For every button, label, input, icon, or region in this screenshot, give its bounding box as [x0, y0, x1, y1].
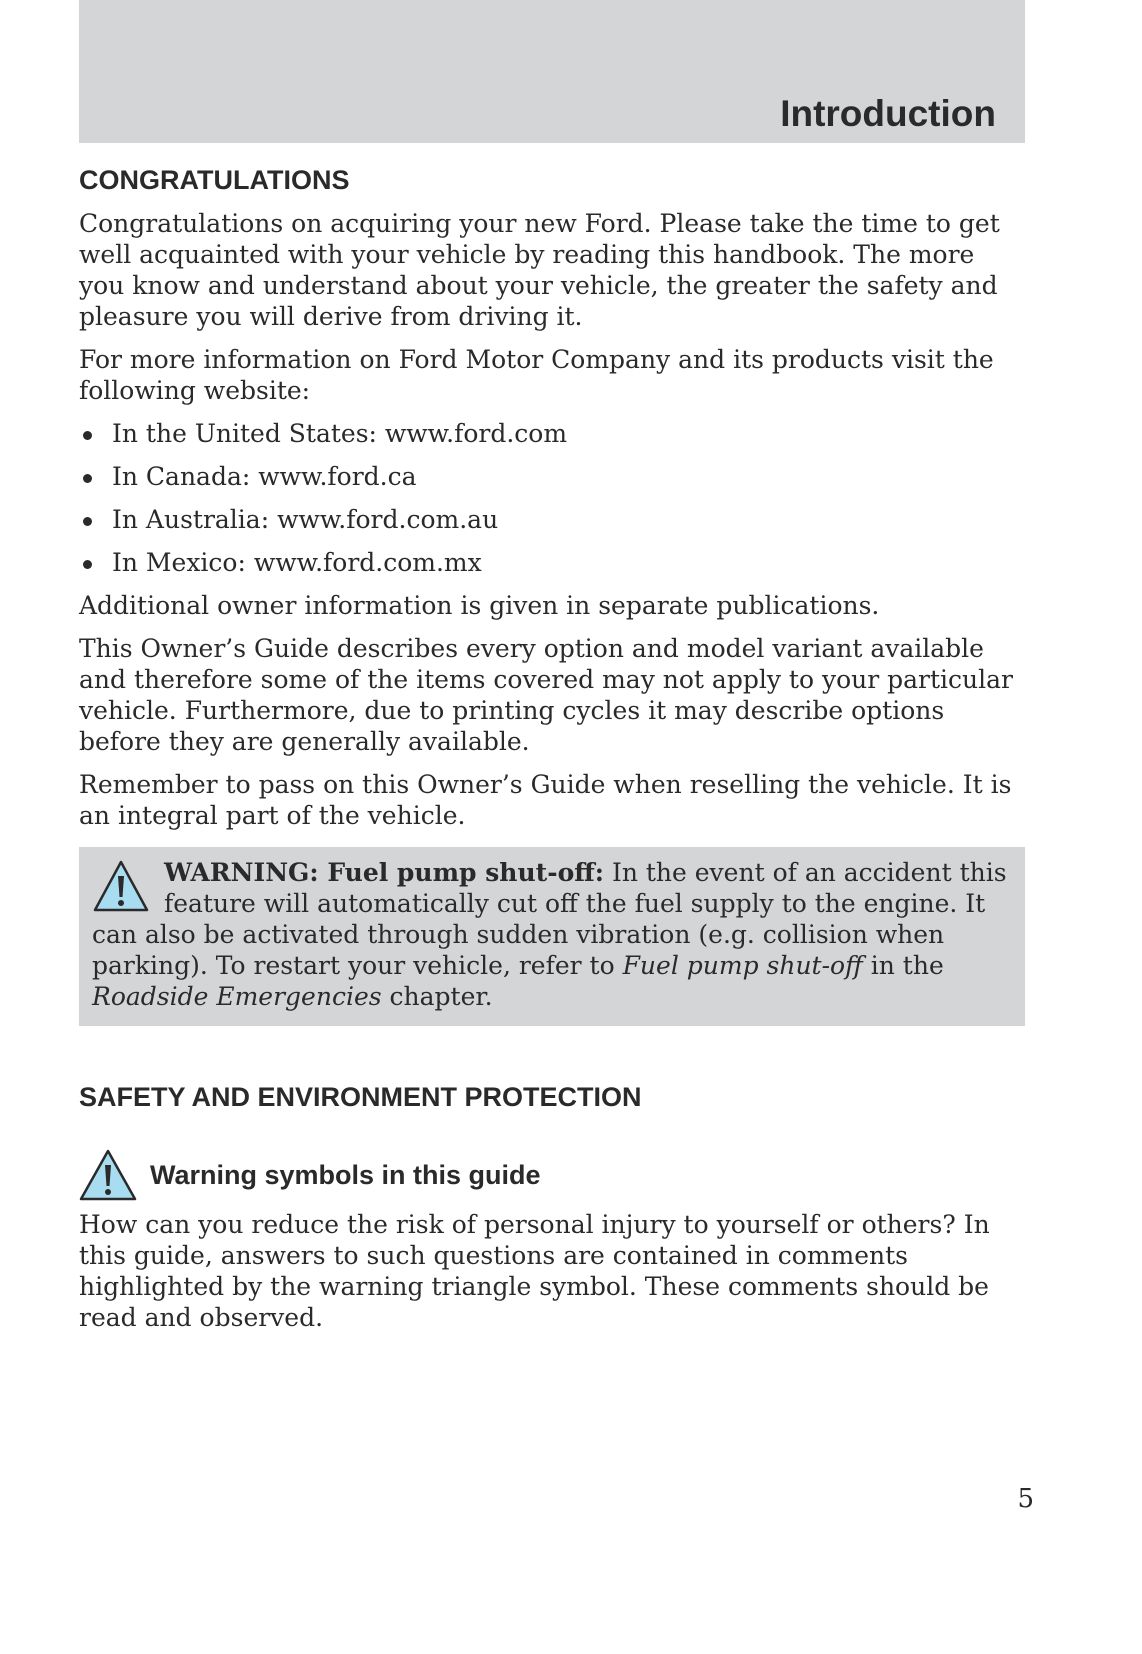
page-title: Introduction	[780, 93, 996, 134]
fuel-pump-reference: Fuel pump shut-off	[622, 951, 863, 980]
warning-triangle-icon	[92, 859, 150, 913]
list-item	[79, 547, 1025, 578]
website-us: In the United States: www.ford.com	[112, 419, 568, 448]
warning-text-part: in the	[862, 951, 944, 980]
intro-paragraph: Congratulations on acquiring your new Ford. Please take the time to get well acquainted with your vehicle by reading this handbook. The more you know and understand about your vehicle, the greater the safety and pleasure you will derive from driving it.	[79, 209, 1000, 331]
warning-triangle-icon	[79, 1149, 137, 1201]
header-band	[79, 0, 1025, 143]
bullet-icon	[83, 431, 92, 440]
bullet-icon	[83, 474, 92, 483]
warning-text-part: chapter.	[381, 982, 493, 1011]
list-item	[79, 504, 1025, 535]
fuel-pump-warning-box	[79, 847, 1025, 1026]
website-australia: In Australia: www.ford.com.au	[112, 505, 499, 534]
bullet-icon	[83, 560, 92, 569]
warning-text-part: In the event of an accident this feature will automatically cut off the fuel supply to the engine. It can also be activated through sudden vibration (e.g. collision when parking). To restart your vehicle, refer to	[92, 858, 1007, 980]
page-content	[79, 165, 1025, 1333]
options-paragraph: This Owner’s Guide describes every option and model variant available and therefore some of the items covered may not apply to your particular vehicle. Furthermore, due to printing cycles it may describe options before they are generally available.	[79, 634, 1013, 756]
warning-symbols-row	[79, 1149, 1025, 1201]
website-mexico: In Mexico: www.ford.com.mx	[112, 548, 482, 577]
resell-paragraph: Remember to pass on this Owner’s Guide when reselling the vehicle. It is an integral part of the vehicle.	[79, 770, 1012, 830]
warning-text	[92, 857, 1011, 1012]
list-item	[79, 461, 1025, 492]
safety-paragraph: How can you reduce the risk of personal injury to yourself or others? In this guide, answers to such questions are contained in comments highlighted by the warning triangle symbol. These comments should be read and observed.	[79, 1210, 990, 1332]
congratulations-heading: CONGRATULATIONS	[79, 165, 350, 195]
website-list	[79, 418, 1025, 578]
publications-paragraph: Additional owner information is given in separate publications.	[79, 591, 880, 620]
website-canada: In Canada: www.ford.ca	[112, 462, 417, 491]
roadside-reference: Roadside Emergencies	[92, 982, 382, 1011]
warning-symbols-subheading: Warning symbols in this guide	[150, 1159, 541, 1190]
bullet-icon	[83, 517, 92, 526]
list-item	[79, 418, 1025, 449]
warning-label: WARNING: Fuel pump shut-off:	[164, 858, 604, 887]
website-intro-paragraph: For more information on Ford Motor Company and its products visit the following website:	[79, 345, 994, 405]
page-number: 5	[1017, 1484, 1034, 1514]
safety-heading: SAFETY AND ENVIRONMENT PROTECTION	[79, 1082, 642, 1112]
